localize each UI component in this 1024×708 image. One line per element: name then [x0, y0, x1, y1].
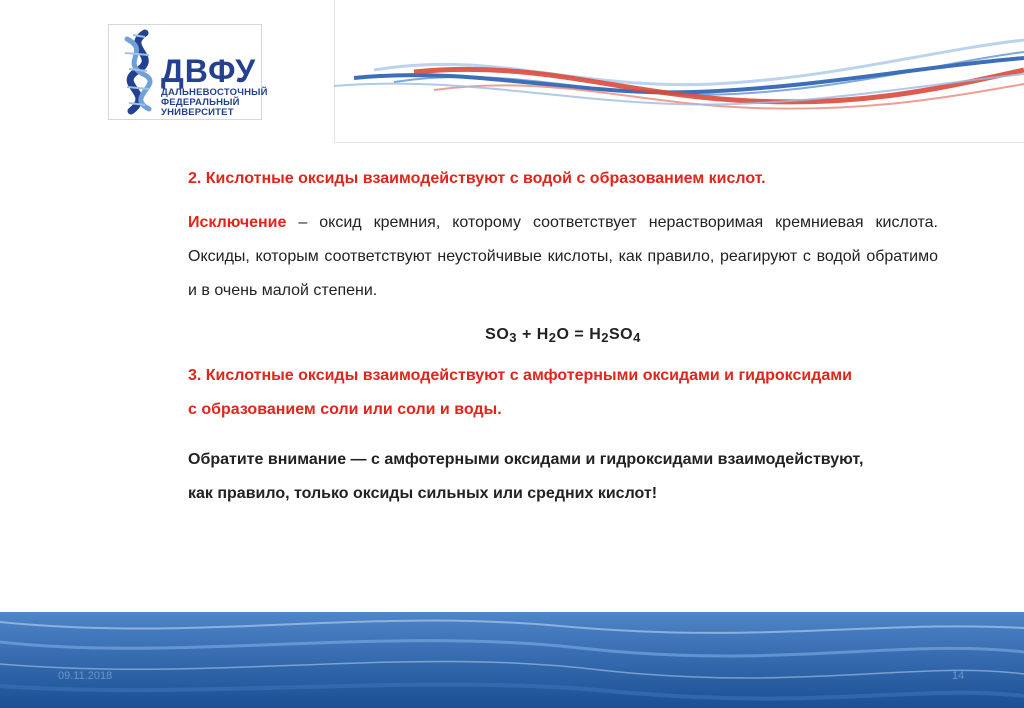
- footer-date: 09.11.2018: [58, 670, 113, 682]
- exception-label: Исключение: [188, 214, 287, 231]
- point-2-heading: 2. Кислотные оксиды взаимодействуют с водой с образованием кислот.: [188, 170, 766, 187]
- point-3-line-1: 3. Кислотные оксиды взаимодействуют с амфотерными оксидами и гидроксидами: [188, 367, 852, 384]
- footer-wave-band: [0, 612, 1024, 708]
- formula-part-1: SO: [485, 326, 510, 343]
- formula-sub-1: 3: [509, 330, 517, 345]
- exception-text: – оксид кремния, которому соответствует нерастворимая кремниевая кислота. Оксиды, которым соответствуют неустойчивые кислоты, как правило, реагируют с водой обратимо и в очень малой степени.: [188, 214, 938, 299]
- formula-sub-4: 4: [633, 330, 641, 345]
- exception-paragraph: [188, 206, 938, 308]
- chemical-equation: [188, 326, 938, 345]
- logo-line-3: УНИВЕРСИТЕТ: [161, 107, 234, 118]
- dna-helix-icon: [115, 29, 165, 115]
- page-number: 14: [952, 670, 965, 682]
- decorative-ribbons: [334, 0, 1024, 142]
- slide-content: [188, 162, 938, 511]
- header-bottom-line: [334, 142, 1024, 143]
- note-line-1: Обратите внимание — с амфотерными оксидами и гидроксидами взаимодействуют,: [188, 451, 864, 468]
- formula-part-3: O = H: [556, 326, 602, 343]
- logo-line-2: ФЕДЕРАЛЬНЫЙ: [161, 97, 240, 108]
- point-3-line-2: с образованием соли или соли и воды.: [188, 401, 502, 418]
- formula-part-2: + H: [517, 326, 549, 343]
- note-line-2: как правило, только оксиды сильных или средних кислот!: [188, 485, 658, 502]
- formula-part-4: SO: [609, 326, 634, 343]
- dvfu-logo: [108, 24, 268, 120]
- logo-line-1: ДАЛЬНЕВОСТОЧНЫЙ: [161, 87, 268, 98]
- formula-sub-2: 2: [548, 330, 557, 345]
- logo-abbreviation: ДВФУ: [161, 53, 257, 89]
- formula-sub-3: 2: [601, 330, 609, 345]
